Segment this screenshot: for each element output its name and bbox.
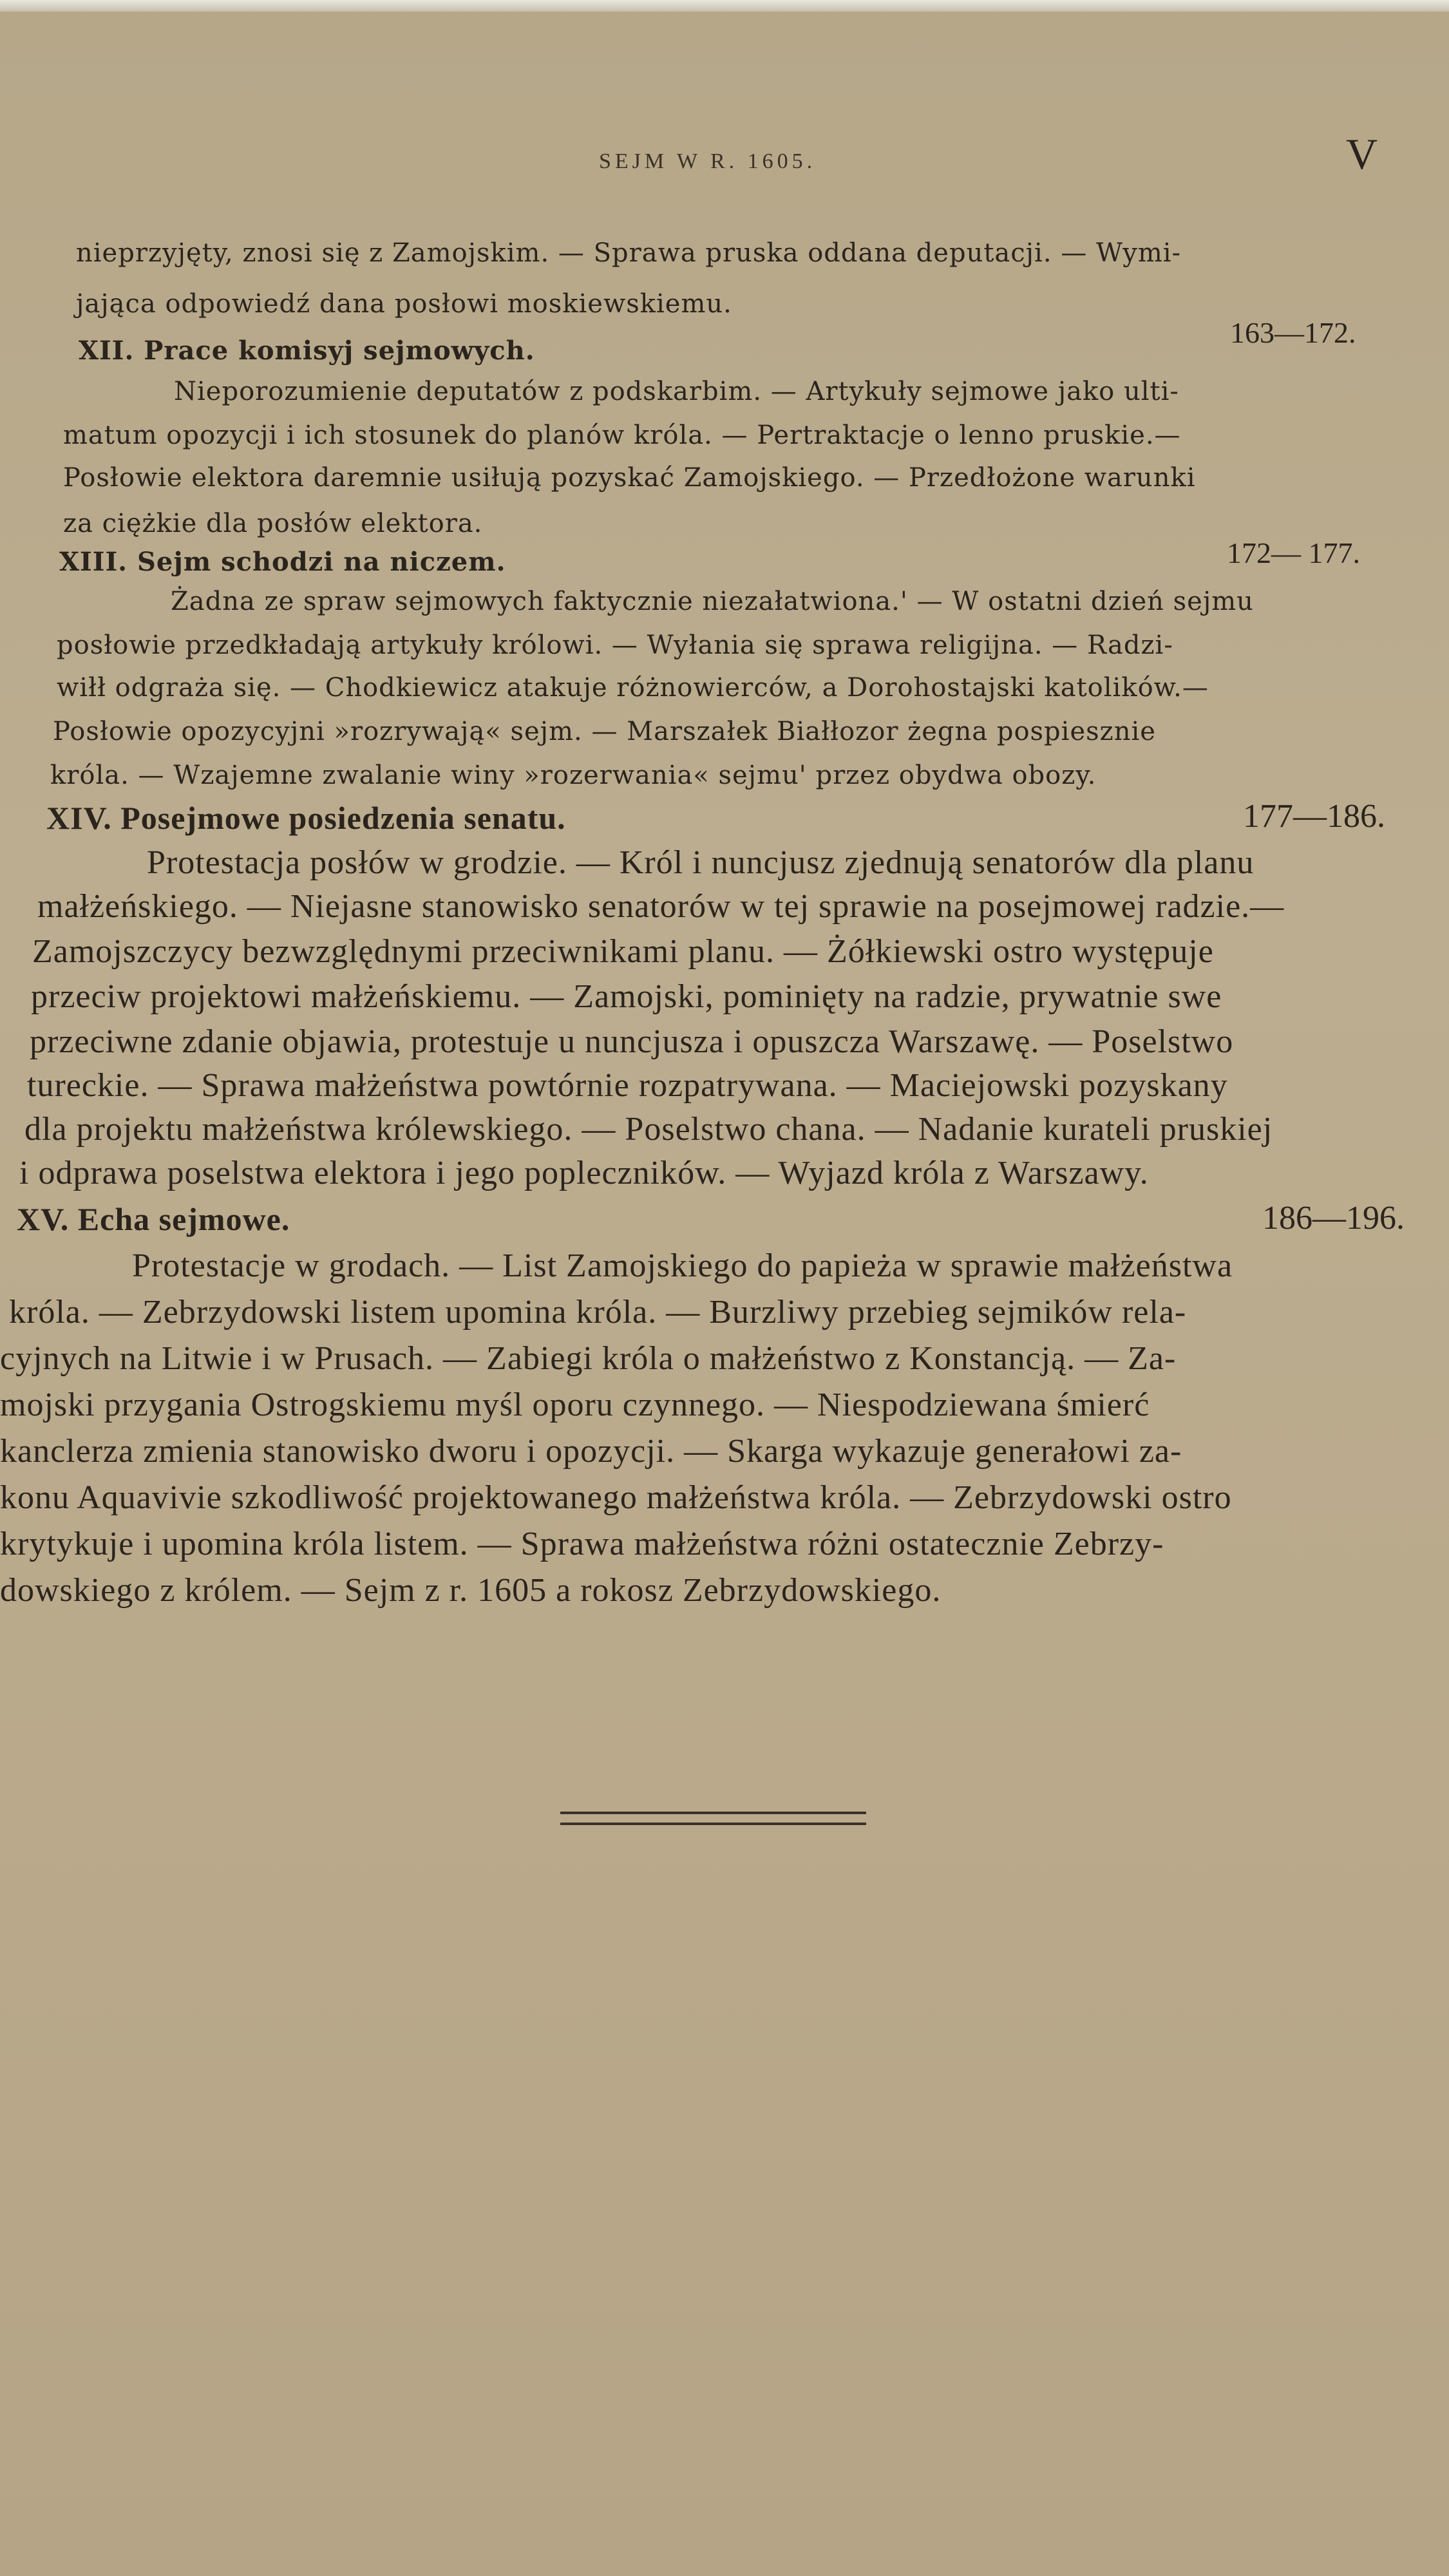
divider-rule-top bbox=[560, 1812, 866, 1814]
text-line: nieprzyjęty, znosi się z Zamojskim. — Sprawa pruska oddana deputacji. — Wymi- bbox=[76, 238, 1182, 268]
text-line: kanclerza zmienia stanowisko dworu i opozycji. — Skarga wykazuje generałowi za- bbox=[0, 1433, 1182, 1470]
page-range: 186—196. bbox=[1262, 1200, 1405, 1236]
text-line: matum opozycji i ich stosunek do planów króla. — Pertraktacje o lenno pruskie.— bbox=[63, 421, 1181, 450]
text-line: za ciężkie dla posłów elektora. bbox=[63, 509, 483, 538]
text-line: cyjnych na Litwie i w Prusach. — Zabiegi króla o małżeństwo z Konstancją. — Za- bbox=[0, 1340, 1177, 1377]
text-line: Posłowie elektora daremnie usiłują pozyskać Zamojskiego. — Przedłożone warunki bbox=[63, 463, 1196, 493]
page-range: 172— 177. bbox=[1227, 536, 1360, 569]
text-line: mojski przygania Ostrogskiemu myśl oporu czynnego. — Niespodziewana śmierć bbox=[0, 1387, 1150, 1423]
text-line: Zamojszczycy bezwzględnymi przeciwnikami planu. — Żółkiewski ostro występuje bbox=[32, 933, 1214, 970]
text-line: Protestacja posłów w grodzie. — Król i nuncjusz zjednują senatorów dla planu bbox=[147, 844, 1255, 881]
section-heading: XIII. Sejm schodzi na niczem. bbox=[59, 547, 506, 577]
text-line: przeciwne zdanie objawia, protestuje u nuncjusza i opuszcza Warszawę. — Poselstwo bbox=[30, 1023, 1234, 1060]
text-line: Żadna ze spraw sejmowych faktycznie niezałatwiona.' — W ostatni dzień sejmu bbox=[171, 587, 1254, 616]
text-line: Protestacje w grodach. — List Zamojskiego do papieża w sprawie małżeństwa bbox=[132, 1247, 1233, 1284]
text-line: konu Aquavivie szkodliwość projektowanego małżeństwa króla. — Zebrzydowski ostro bbox=[0, 1479, 1232, 1516]
page-range: 163—172. bbox=[1230, 316, 1356, 349]
section-heading: XII. Prace komisyj sejmowych. bbox=[79, 336, 535, 366]
text-line: dla projektu małżeństwa królewskiego. — Poselstwo chana. — Nadanie kurateli pruskiej bbox=[24, 1111, 1273, 1148]
text-line: tureckie. — Sprawa małżeństwa powtórnie rozpatrywana. — Maciejowski pozyskany bbox=[27, 1067, 1228, 1104]
text-line: jająca odpowiedź dana posłowi moskiewskiemu. bbox=[76, 289, 732, 319]
text-line: Posłowie opozycyjni »rozrywają« sejm. — Marszałek Białłozor żegna pospiesznie bbox=[53, 717, 1156, 746]
text-line: króla. — Wzajemne zwalanie winy »rozerwania« sejmu' przez obydwa obozy. bbox=[50, 761, 1097, 790]
divider-rule-bottom bbox=[560, 1823, 866, 1825]
text-line: króla. — Zebrzydowski listem upomina króla. — Burzliwy przebieg sejmików rela- bbox=[9, 1294, 1187, 1331]
text-line: wiłł odgraża się. — Chodkiewicz atakuje różnowierców, a Dorohostajski katolików.— bbox=[57, 673, 1209, 703]
text-line: posłowie przedkładają artykuły królowi. — Wyłania się sprawa religijna. — Radzi- bbox=[57, 630, 1173, 660]
text-line: Nieporozumienie deputatów z podskarbim. — Artykuły sejmowe jako ulti- bbox=[174, 377, 1179, 406]
text-line: dowskiego z królem. — Sejm z r. 1605 a rokosz Zebrzydowskiego. bbox=[0, 1572, 942, 1609]
text-line: i odprawa poselstwa elektora i jego popleczników. — Wyjazd króla z Warszawy. bbox=[19, 1155, 1149, 1191]
text-line: krytykuje i upomina króla listem. — Sprawa małżeństwa różni ostatecznie Zebrzy- bbox=[0, 1526, 1164, 1562]
text-line: małżeńskiego. — Niejasne stanowisko senatorów w tej sprawie na posejmowej radzie.— bbox=[37, 888, 1285, 925]
section-heading: XIV. Posejmowe posiedzenia senatu. bbox=[46, 800, 566, 836]
section-heading: XV. Echa sejmowe. bbox=[17, 1201, 290, 1237]
page-number: V bbox=[1346, 129, 1378, 178]
text-line: przeciw projektowi małżeńskiemu. — Zamojski, pominięty na radzie, prywatnie swe bbox=[31, 978, 1222, 1015]
running-head: SEJM W R. 1605. bbox=[599, 149, 817, 173]
page-range: 177—186. bbox=[1243, 798, 1385, 835]
